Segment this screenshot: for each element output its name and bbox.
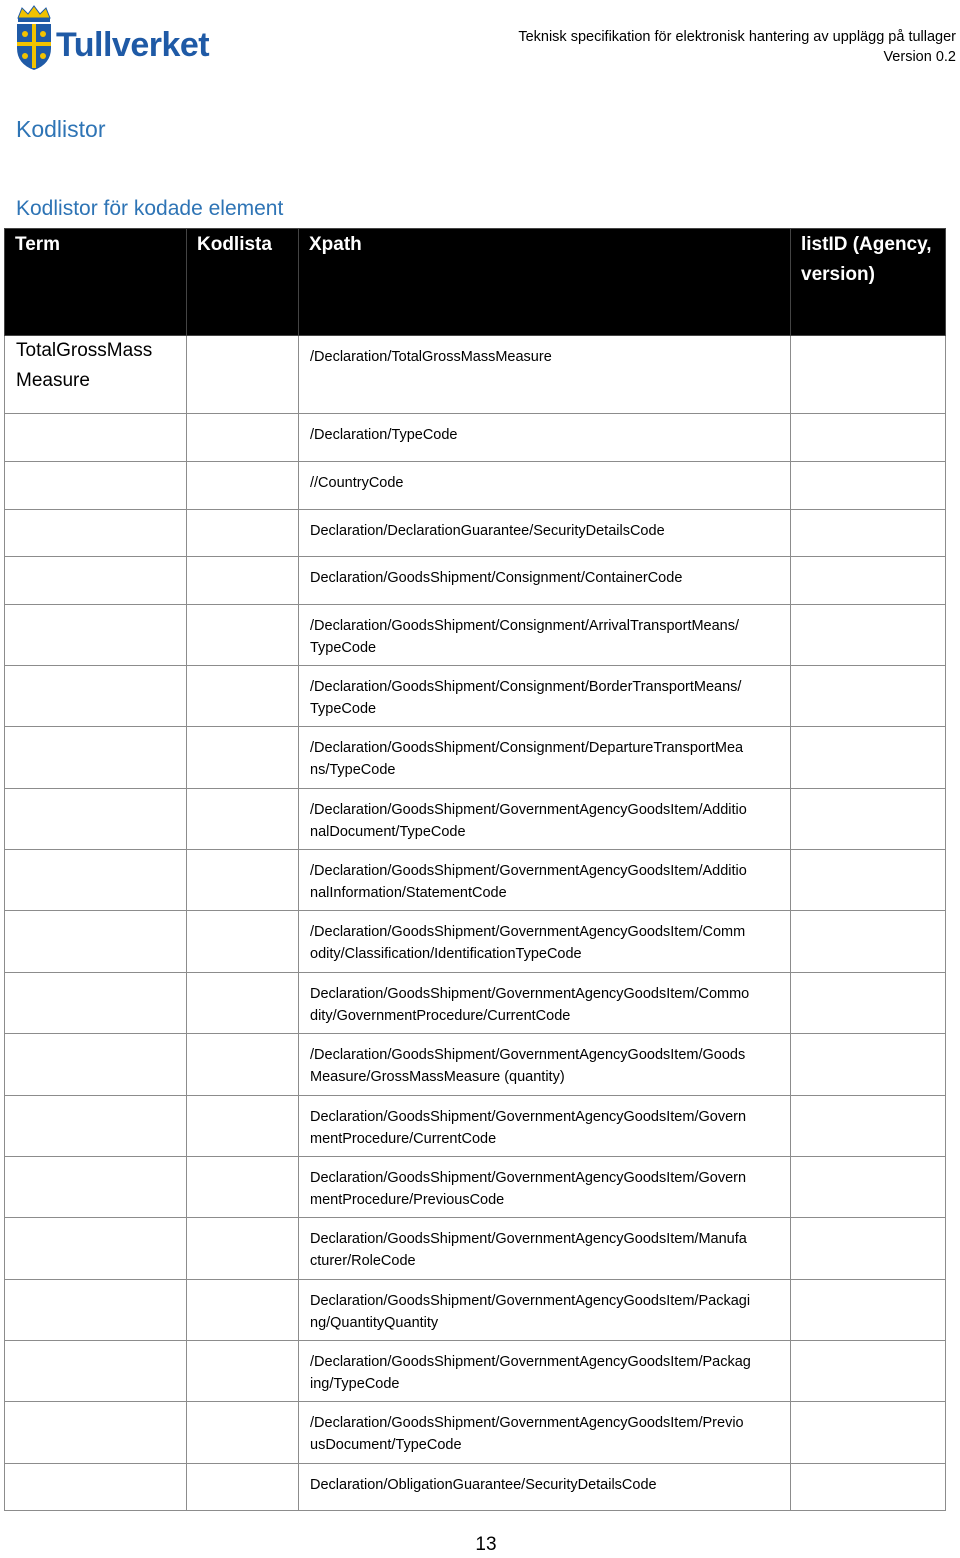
xpath-cell: Declaration/GoodsShipment/GovernmentAgencyGoodsItem/Commo dity/GovernmentProcedure/CurrentCode — [299, 973, 791, 1034]
table-row — [5, 510, 946, 557]
term-cell — [5, 462, 187, 510]
xpath-cell: /Declaration/GoodsShipment/Consignment/BorderTransportMeans/ TypeCode — [299, 666, 791, 727]
term-cell — [5, 850, 187, 911]
term-cell — [5, 1096, 187, 1157]
listid-cell — [791, 462, 946, 510]
term-cell — [5, 1034, 187, 1096]
kodlista-cell — [187, 510, 299, 557]
document-title — [518, 27, 956, 67]
logo-wordmark: Tullverket — [56, 26, 210, 64]
term-cell — [5, 510, 187, 557]
listid-cell — [791, 1402, 946, 1464]
table-row — [5, 850, 946, 911]
code-list-table — [4, 228, 946, 1511]
xpath-cell: /Declaration/GoodsShipment/Consignment/ArrivalTransportMeans/ TypeCode — [299, 605, 791, 666]
listid-cell — [791, 911, 946, 973]
term-cell — [5, 605, 187, 666]
listid-cell — [791, 666, 946, 727]
kodlista-cell — [187, 1402, 299, 1464]
table-row — [5, 605, 946, 666]
column-header-kodlista: Kodlista — [187, 229, 299, 336]
term-cell: TotalGrossMass Measure — [5, 336, 187, 414]
kodlista-cell — [187, 850, 299, 911]
term-cell — [5, 911, 187, 973]
term-cell — [5, 1157, 187, 1218]
table-row — [5, 1218, 946, 1280]
xpath-cell: Declaration/GoodsShipment/Consignment/ContainerCode — [299, 557, 791, 605]
table-header-row — [5, 229, 946, 336]
term-cell — [5, 666, 187, 727]
table-row — [5, 1157, 946, 1218]
term-cell — [5, 414, 187, 462]
xpath-cell: /Declaration/GoodsShipment/GovernmentAgencyGoodsItem/Additio nalDocument/TypeCode — [299, 789, 791, 850]
table-row — [5, 336, 946, 414]
xpath-cell: /Declaration/GoodsShipment/GovernmentAgencyGoodsItem/Comm odity/Classification/IdentificationTypeCode — [299, 911, 791, 973]
kodlista-cell — [187, 1341, 299, 1402]
table-row — [5, 1341, 946, 1402]
kodlista-cell — [187, 1280, 299, 1341]
listid-cell — [791, 336, 946, 414]
column-header-xpath: Xpath — [299, 229, 791, 336]
term-cell — [5, 1464, 187, 1511]
kodlista-cell — [187, 462, 299, 510]
kodlista-cell — [187, 789, 299, 850]
table-row — [5, 462, 946, 510]
listid-cell — [791, 1464, 946, 1511]
term-cell — [5, 1402, 187, 1464]
term-cell — [5, 1280, 187, 1341]
xpath-cell: Declaration/DeclarationGuarantee/SecurityDetailsCode — [299, 510, 791, 557]
section-heading: Kodlistor — [16, 116, 106, 142]
page-number: 13 — [475, 1534, 497, 1555]
table-row — [5, 1464, 946, 1511]
table-body — [5, 336, 946, 1511]
xpath-cell: /Declaration/GoodsShipment/GovernmentAgencyGoodsItem/Additio nalInformation/StatementCode — [299, 850, 791, 911]
listid-cell — [791, 605, 946, 666]
listid-cell — [791, 1218, 946, 1280]
kodlista-cell — [187, 1034, 299, 1096]
listid-cell — [791, 1034, 946, 1096]
kodlista-cell — [187, 973, 299, 1034]
kodlista-cell — [187, 336, 299, 414]
kodlista-cell — [187, 1096, 299, 1157]
listid-cell — [791, 1157, 946, 1218]
term-cell — [5, 727, 187, 789]
xpath-cell: /Declaration/TotalGrossMassMeasure — [299, 336, 791, 414]
table-row — [5, 666, 946, 727]
kodlista-cell — [187, 605, 299, 666]
listid-cell — [791, 1096, 946, 1157]
table-row — [5, 973, 946, 1034]
xpath-cell: //CountryCode — [299, 462, 791, 510]
listid-cell — [791, 1280, 946, 1341]
xpath-cell: /Declaration/TypeCode — [299, 414, 791, 462]
table-row — [5, 1034, 946, 1096]
xpath-cell: Declaration/GoodsShipment/GovernmentAgencyGoodsItem/Packagi ng/QuantityQuantity — [299, 1280, 791, 1341]
xpath-cell: /Declaration/GoodsShipment/GovernmentAgencyGoodsItem/Previo usDocument/TypeCode — [299, 1402, 791, 1464]
column-header-term: Term — [5, 229, 187, 336]
kodlista-cell — [187, 1218, 299, 1280]
kodlista-cell — [187, 666, 299, 727]
kodlista-cell — [187, 414, 299, 462]
xpath-cell: Declaration/GoodsShipment/GovernmentAgencyGoodsItem/Govern mentProcedure/CurrentCode — [299, 1096, 791, 1157]
kodlista-cell — [187, 911, 299, 973]
xpath-cell: /Declaration/GoodsShipment/GovernmentAgencyGoodsItem/Packag ing/TypeCode — [299, 1341, 791, 1402]
listid-cell — [791, 510, 946, 557]
term-cell — [5, 1341, 187, 1402]
column-header-listid: listID (Agency, version) — [791, 229, 946, 336]
listid-cell — [791, 850, 946, 911]
kodlista-cell — [187, 1464, 299, 1511]
table-row — [5, 911, 946, 973]
term-cell — [5, 973, 187, 1034]
xpath-cell: Declaration/GoodsShipment/GovernmentAgencyGoodsItem/Govern mentProcedure/PreviousCode — [299, 1157, 791, 1218]
xpath-cell: /Declaration/GoodsShipment/Consignment/DepartureTransportMea ns/TypeCode — [299, 727, 791, 789]
document-title-text: Teknisk specifikation för elektronisk hantering av upplägg på tullager — [518, 29, 956, 45]
tullverket-logo — [12, 4, 232, 72]
table-row — [5, 1402, 946, 1464]
document-version: Version 0.2 — [883, 49, 956, 65]
listid-cell — [791, 414, 946, 462]
table-row — [5, 727, 946, 789]
table-row — [5, 557, 946, 605]
table-row — [5, 414, 946, 462]
table-row — [5, 789, 946, 850]
listid-cell — [791, 557, 946, 605]
xpath-cell: /Declaration/GoodsShipment/GovernmentAgencyGoodsItem/Goods Measure/GrossMassMeasure (quantity) — [299, 1034, 791, 1096]
kodlista-cell — [187, 557, 299, 605]
page-header — [0, 0, 960, 80]
term-cell — [5, 557, 187, 605]
listid-cell — [791, 727, 946, 789]
subsection-heading: Kodlistor för kodade element — [16, 197, 284, 220]
kodlista-cell — [187, 727, 299, 789]
term-cell — [5, 1218, 187, 1280]
listid-cell — [791, 973, 946, 1034]
xpath-cell: Declaration/ObligationGuarantee/SecurityDetailsCode — [299, 1464, 791, 1511]
listid-cell — [791, 1341, 946, 1402]
table-row — [5, 1096, 946, 1157]
coat-of-arms-icon — [12, 4, 56, 72]
kodlista-cell — [187, 1157, 299, 1218]
xpath-cell: Declaration/GoodsShipment/GovernmentAgencyGoodsItem/Manufa cturer/RoleCode — [299, 1218, 791, 1280]
listid-cell — [791, 789, 946, 850]
table-row — [5, 1280, 946, 1341]
term-cell — [5, 789, 187, 850]
